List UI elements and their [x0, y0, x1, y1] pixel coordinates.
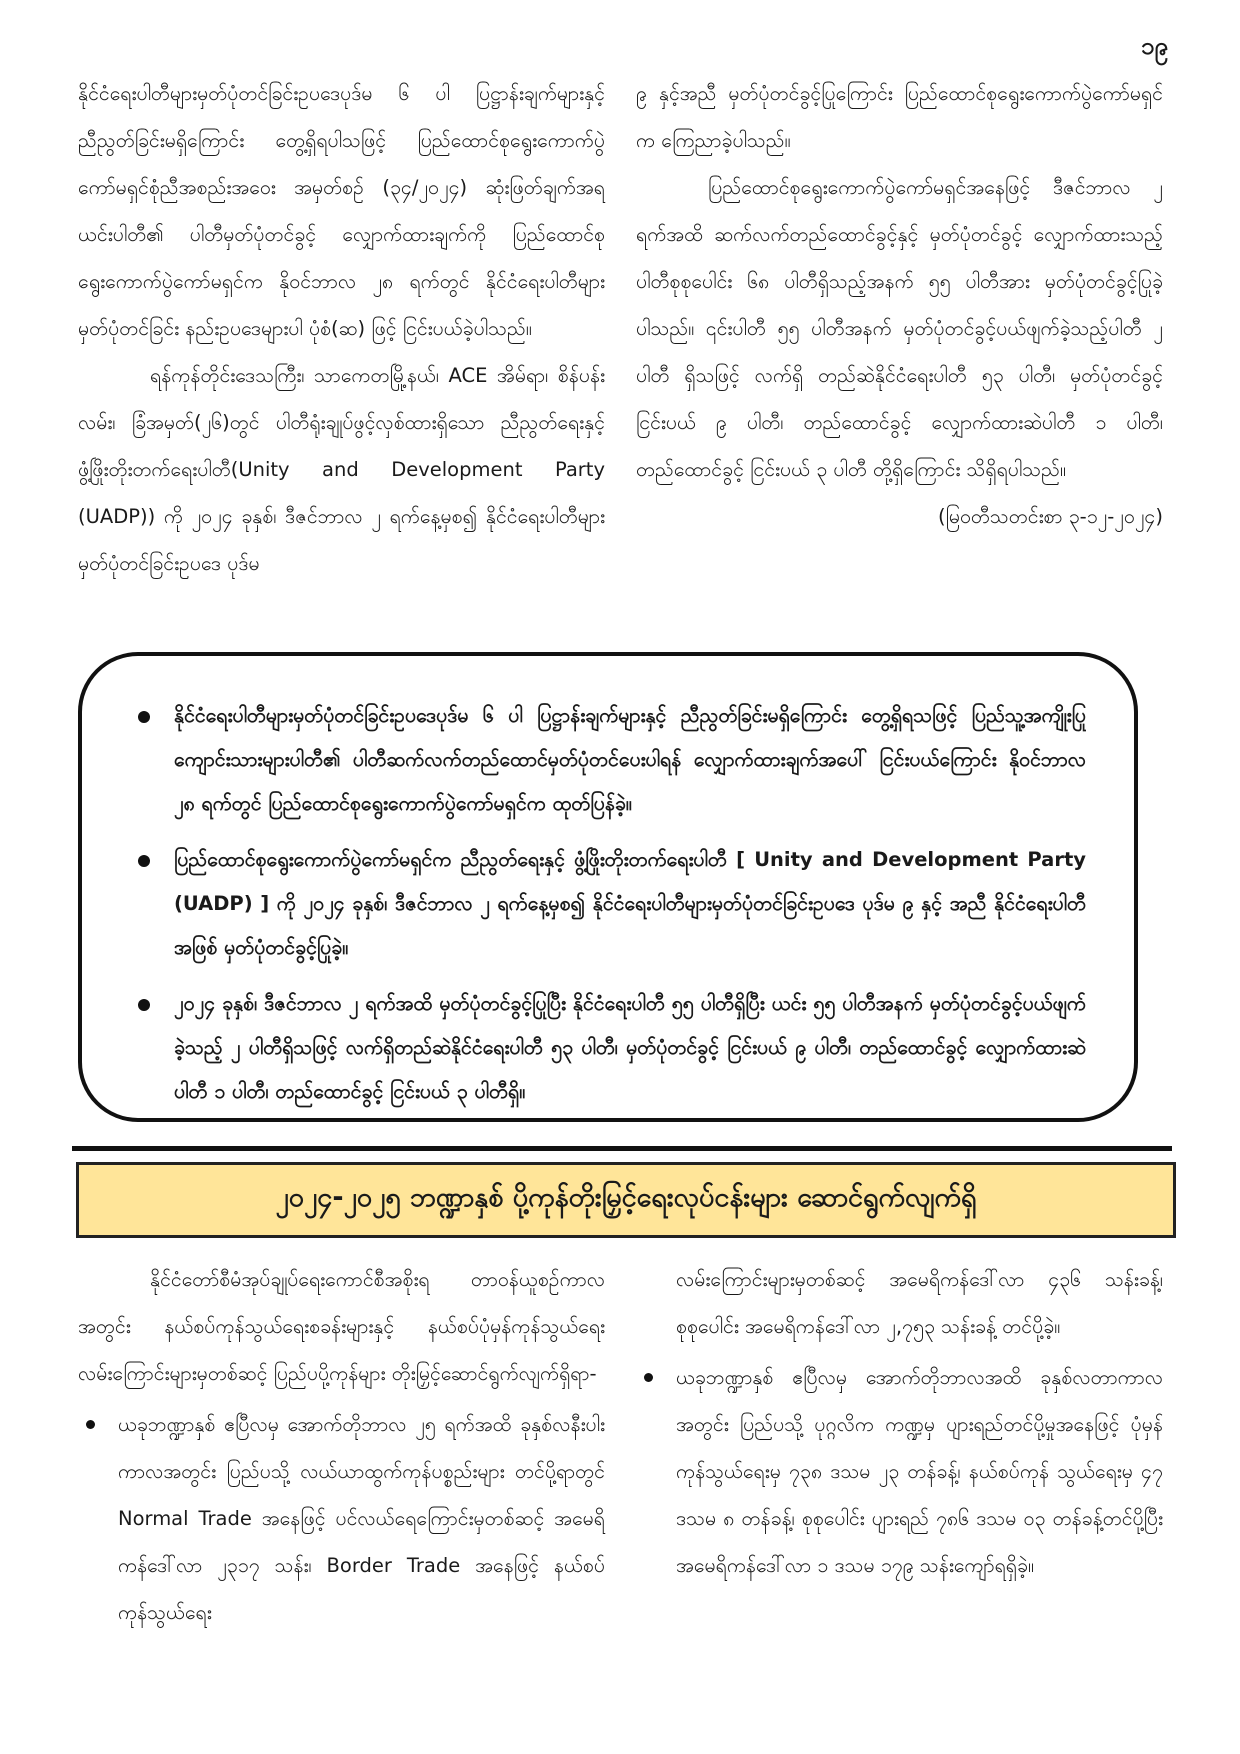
bullet-icon — [86, 1420, 95, 1429]
summary-bullet-item — [138, 694, 1086, 826]
bottom-article-columns — [78, 1256, 1163, 1636]
summary-bullet-item — [138, 838, 1086, 970]
top-right-column — [636, 70, 1163, 587]
summary-bullet-item — [138, 982, 1086, 1114]
list-item — [78, 1401, 605, 1636]
top-left-column — [78, 70, 605, 587]
bottom-right-bullet-list — [636, 1354, 1163, 1589]
bottom-left-bullet-list — [78, 1401, 605, 1636]
summary-bullet-text: ပြည်ထောင်စုရွေးကောက်ပွဲကော်မရှင်က ညီညွတ်ရေးနှင့် ဖွံ့ဖြိုးတိုးတက်ရေးပါတီ [ Unity and Development Party (UADP) ] ကို ၂၀၂၄ ခုနှစ်၊ ဒီဇင်ဘာလ ၂ ရက်နေ့မှစ၍ နိုင်ငံရေးပါတီများမှတ်ပုံတင်ခြင်းဥပဒေ ပုဒ်မ ၉ နှင့် အညီ နိုင်ငံရေးပါတီအဖြစ် မှတ်ပုံတင်ခွင့်ပြုခဲ့။ — [174, 848, 1086, 959]
top-right-paragraph-1: ၉ နှင့်အညီ မှတ်ပုံတင်ခွင့်ပြုကြောင်း ပြည်ထောင်စုရွေးကောက်ပွဲကော်မရှင်က ကြေညာခဲ့ပါသည်။ — [636, 82, 1163, 152]
summary-box — [78, 652, 1138, 1122]
bullet-icon — [138, 711, 150, 723]
section-title-banner — [76, 1162, 1176, 1238]
bullet-icon — [644, 1373, 653, 1382]
top-article-columns — [78, 70, 1163, 587]
bullet-icon — [138, 999, 150, 1011]
section-divider — [72, 1146, 1172, 1151]
page-number: ၁၉ — [1141, 32, 1168, 60]
bottom-right-continued-text: လမ်းကြောင်းများမှတစ်ဆင့် အမေရိကန်ဒေါ်လာ ၄၃၆ သန်းခန့်၊ စုစုပေါင်း အမေရိကန်ဒေါ်လာ ၂,၇၅၃ သန်းခန့် တင်ပို့ခဲ့။ — [676, 1268, 1163, 1338]
summary-bullet-list — [138, 694, 1086, 1114]
summary-bullet-text: ၂၀၂၄ ခုနှစ်၊ ဒီဇင်ဘာလ ၂ ရက်အထိ မှတ်ပုံတင်ခွင့်ပြုပြီး နိုင်ငံရေးပါတီ ၅၅ ပါတီရှိပြီး ယင်း ၅၅ ပါတီအနက် မှတ်ပုံတင်ခွင့်ပယ်ဖျက်ခဲ့သည့် ၂ ပါတီရှိသဖြင့် လက်ရှိတည်ဆဲနိုင်ငံရေးပါတီ ၅၃ ပါတီ၊ မှတ်ပုံတင်ခွင့် ငြင်းပယ် ၉ ပါတီ၊ တည်ထောင်ခွင့် လျှောက်ထားဆဲပါတီ ၁ ပါတီ၊ တည်ထောင်ခွင့် ငြင်းပယ် ၃ ပါတီရှိ။ — [174, 992, 1086, 1103]
bullet-icon — [138, 855, 150, 867]
top-right-paragraph-2: ပြည်ထောင်စုရွေးကောက်ပွဲကော်မရှင်အနေဖြင့် ဒီဇင်ဘာလ ၂ ရက်အထိ ဆက်လက်တည်ထောင်ခွင့်နှင့် မှတ်ပုံတင်ခွင့် လျှောက်ထားသည့် ပါတီစုစုပေါင်း ၆၈ ပါတီရှိသည့်အနက် ၅၅ ပါတီအား မှတ်ပုံတင်ခွင့်ပြုခဲ့ပါသည်။ ၎င်းပါတီ ၅၅ ပါတီအနက် မှတ်ပုံတင်ခွင့်ပယ်ဖျက်ခဲ့သည့်ပါတီ ၂ ပါတီ ရှိသဖြင့် လက်ရှိ တည်ဆဲနိုင်ငံရေးပါတီ ၅၃ ပါတီ၊ မှတ်ပုံတင်ခွင့် ငြင်းပယ် ၉ ပါတီ၊ တည်ထောင်ခွင့် လျှောက်ထားဆဲပါတီ ၁ ပါတီ၊ တည်ထောင်ခွင့် ငြင်းပယ် ၃ ပါတီ တို့ရှိကြောင်း သိရှိရပါသည်။ — [636, 176, 1163, 481]
bottom-left-column — [78, 1256, 605, 1636]
top-left-paragraph-1: နိုင်ငံရေးပါတီများမှတ်ပုံတင်ခြင်းဥပဒေပုဒ်မ ၆ ပါ ပြဋ္ဌာန်းချက်များနှင့် ညီညွတ်ခြင်းမရှိကြောင်း တွေ့ရှိရပါသဖြင့် ပြည်ထောင်စုရွေးကောက်ပွဲကော်မရှင်စုံညီအစည်းအဝေး အမှတ်စဉ် (၃၄/၂၀၂၄) ဆုံးဖြတ်ချက်အရ ယင်းပါတီ၏ ပါတီမှတ်ပုံတင်ခွင့် လျှောက်ထားချက်ကို ပြည်ထောင်စုရွေးကောက်ပွဲကော်မရှင်က နိုဝင်ဘာလ ၂၈ ရက်တွင် နိုင်ငံရေးပါတီများ မှတ်ပုံတင်ခြင်း နည်းဥပဒေများပါ ပုံစံ(ဆ) ဖြင့် ငြင်းပယ်ခဲ့ပါသည်။ — [78, 82, 605, 340]
bottom-left-intro: နိုင်ငံတော်စီမံအုပ်ချုပ်ရေးကောင်စီအစိုးရ တာဝန်ယူစဉ်ကာလအတွင်း နယ်စပ်ကုန်သွယ်ရေးစခန်းများနှင့် နယ်စပ်ပုံမှန်ကုန်သွယ်ရေးလမ်းကြောင်းများမှတစ်ဆင့် ပြည်ပပို့ကုန်များ တိုးမြှင့်ဆောင်ရွက်လျက်ရှိရာ- — [78, 1268, 605, 1385]
news-source-citation: (မြဝတီသတင်းစာ ၃-၁၂-၂၀၂၄) — [937, 505, 1163, 528]
bottom-right-column — [636, 1256, 1163, 1636]
top-left-paragraph-2: ရန်ကုန်တိုင်းဒေသကြီး၊ သာကေတမြို့နယ်၊ ACE အိမ်ရာ၊ စိန်ပန်းလမ်း၊ ခြံအမှတ်(၂၆)တွင် ပါတီရုံးချုပ်ဖွင့်လှစ်ထားရှိသော ညီညွတ်ရေးနှင့်ဖွံ့ဖြိုးတိုးတက်ရေးပါတီ(Unity and Development Party (UADP)) ကို ၂၀၂၄ ခုနှစ်၊ ဒီဇင်ဘာလ ၂ ရက်နေ့မှစ၍ နိုင်ငံရေးပါတီများမှတ်ပုံတင်ခြင်းဥပဒေ ပုဒ်မ — [78, 364, 605, 575]
list-item — [636, 1354, 1163, 1589]
section-title: ၂၀၂၄-၂၀၂၅ ဘဏ္ဍာနှစ် ပို့ကုန်တိုးမြှင့်ရေးလုပ်ငန်းများ ဆောင်ရွက်လျက်ရှိ — [275, 1182, 977, 1213]
list-item-text: ယခုဘဏ္ဍာနှစ် ဧပြီလမှ အောက်တိုဘာလအထိ ခုနှစ်လတာကာလအတွင်း ပြည်ပသို့ ပုဂ္ဂလိက ကဏ္ဍမှ ပျားရည်တင်ပို့မှုအနေဖြင့် ပုံမှန်ကုန်သွယ်ရေးမှ ၇၃၈ ဒသမ ၂၃ တန်ခန့်၊ နယ်စပ်ကုန် သွယ်ရေးမှ ၄၇ ဒသမ ၈ တန်ခန့်၊ စုစုပေါင်း ပျားရည် ၇၈၆ ဒသမ ၀၃ တန်ခန့်တင်ပို့ပြီး အမေရိကန်ဒေါ်လာ ၁ ဒသမ ၁၇၉ သန်းကျော်ရရှိခဲ့။ — [676, 1366, 1163, 1577]
list-item-text: ယခုဘဏ္ဍာနှစ် ဧပြီလမှ အောက်တိုဘာလ ၂၅ ရက်အထိ ခုနှစ်လနီးပါးကာလအတွင်း ပြည်ပသို့ လယ်ယာထွက်ကုန်ပစ္စည်းများ တင်ပို့ရာတွင် Normal Trade အနေဖြင့် ပင်လယ်ရေကြောင်းမှတစ်ဆင့် အမေရိကန်ဒေါ်လာ ၂၃၁၇ သန်း၊ Border Trade အနေဖြင့် နယ်စပ်ကုန်သွယ်ရေး — [118, 1413, 605, 1624]
summary-bullet-text: နိုင်ငံရေးပါတီများမှတ်ပုံတင်ခြင်းဥပဒေပုဒ်မ ၆ ပါ ပြဋ္ဌာန်းချက်များနှင့် ညီညွတ်ခြင်းမရှိကြောင်း တွေ့ရှိရသဖြင့် ပြည်သူ့အကျိုးပြုကျောင်းသားများပါတီ၏ ပါတီဆက်လက်တည်ထောင်မှတ်ပုံတင်ပေးပါရန် လျှောက်ထားချက်အပေါ် ငြင်းပယ်ကြောင်း နိုဝင်ဘာလ ၂၈ ရက်တွင် ပြည်ထောင်စုရွေးကောက်ပွဲကော်မရှင်က ထုတ်ပြန်ခဲ့။ — [174, 704, 1086, 815]
